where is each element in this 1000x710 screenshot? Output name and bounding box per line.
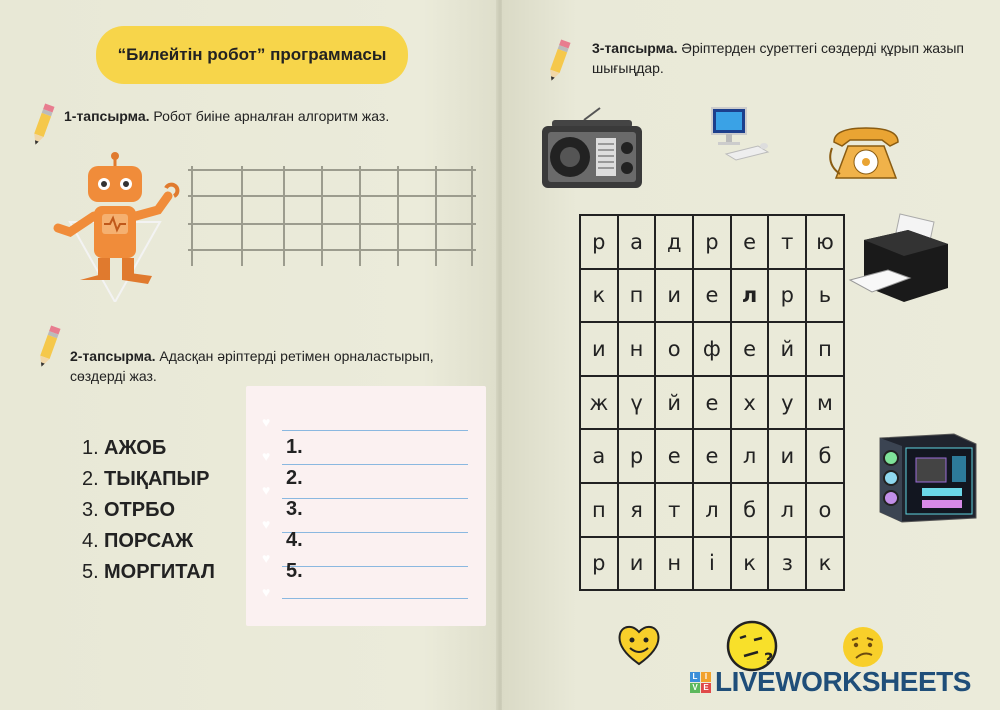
word-search-cell[interactable]: п [618, 269, 656, 323]
answer-line[interactable] [282, 532, 468, 533]
list-item: 3. ОТРБО [82, 499, 176, 521]
word-search-row [580, 269, 844, 323]
word-search-cell[interactable]: п [806, 322, 844, 376]
page-title: “Билейтін робот” программасы [96, 26, 408, 84]
task-3-text: Әріптерден суреттегі сөздерді құрып жазып шығыңдар. [592, 40, 964, 76]
pencil-icon [30, 100, 56, 148]
word-search-cell[interactable]: ү [618, 376, 656, 430]
word-search-cell[interactable]: и [580, 322, 618, 376]
word-search-cell[interactable]: т [768, 215, 806, 269]
answer-line [282, 430, 468, 431]
word-search-cell[interactable]: н [655, 537, 693, 591]
word-search-row [580, 322, 844, 376]
computer-icon [706, 106, 772, 166]
word-search-cell[interactable]: м [806, 376, 844, 430]
pencil-icon [36, 322, 62, 370]
word-search-cell[interactable]: е [693, 429, 731, 483]
word-search-row [580, 537, 844, 591]
pencil-icon [546, 36, 572, 84]
task-1-label: 1-тапсырма. [64, 108, 150, 124]
word-search-cell[interactable]: й [655, 376, 693, 430]
answer-number: 3. [286, 498, 303, 520]
task-2-text: Адасқан әріптерді ретімен орналастырып, сөздерді жаз. [70, 348, 434, 384]
heart-icon: ♥ [262, 482, 271, 498]
word-search-cell[interactable]: и [618, 537, 656, 591]
word-search-cell[interactable]: о [655, 322, 693, 376]
liveworksheets-logo[interactable] [690, 666, 971, 698]
word-search-cell[interactable]: ф [693, 322, 731, 376]
word-search-cell[interactable]: е [731, 322, 769, 376]
word-search-cell[interactable]: р [768, 269, 806, 323]
task-1-text: Робот биіне арналған алгоритм жаз. [149, 108, 390, 124]
word-search-cell[interactable]: і [693, 537, 731, 591]
word-search-cell[interactable]: а [580, 429, 618, 483]
robot-icon [50, 152, 180, 302]
word-search-cell[interactable]: б [731, 483, 769, 537]
heart-icon: ♥ [262, 414, 271, 430]
answer-number: 2. [286, 467, 303, 489]
answer-line[interactable] [282, 566, 468, 567]
list-item: 1. АЖОБ [82, 437, 167, 459]
word-search-cell[interactable]: з [768, 537, 806, 591]
logo-text: LIVEWORKSHEETS [715, 666, 971, 697]
heart-icon: ♥ [262, 584, 271, 600]
word-search-cell[interactable]: а [618, 215, 656, 269]
task-3-label: 3-тапсырма. [592, 40, 678, 56]
word-search-cell[interactable]: и [768, 429, 806, 483]
word-search-cell[interactable]: и [655, 269, 693, 323]
word-search-cell[interactable]: р [618, 429, 656, 483]
word-search-cell[interactable]: х [731, 376, 769, 430]
word-search-cell[interactable]: е [731, 215, 769, 269]
heart-icon: ♥ [262, 516, 271, 532]
task-2 [70, 346, 490, 386]
svg-text:?: ? [764, 649, 774, 668]
list-item: 4. ПОРСАЖ [82, 530, 194, 552]
confused-smiley-icon [840, 624, 886, 670]
word-search-cell[interactable]: к [806, 537, 844, 591]
word-search-row [580, 215, 844, 269]
heart-icon: ♥ [262, 550, 271, 566]
answer-number: 4. [286, 529, 303, 551]
task-2-label: 2-тапсырма. [70, 348, 156, 364]
answer-note-paper [246, 386, 486, 626]
word-search-cell[interactable]: л [693, 483, 731, 537]
list-item: 2. ТЫҚАПЫР [82, 468, 210, 490]
word-search-cell[interactable]: л [731, 269, 769, 323]
list-item: 5. МОРГИТАЛ [82, 561, 215, 583]
word-search-cell[interactable]: е [693, 269, 731, 323]
answer-number: 1. [286, 436, 303, 458]
answer-line[interactable] [282, 498, 468, 499]
word-search-cell[interactable]: т [655, 483, 693, 537]
word-search-cell[interactable]: к [580, 269, 618, 323]
task-1 [64, 106, 484, 126]
word-search-cell[interactable]: е [693, 376, 731, 430]
word-search-cell[interactable]: л [768, 483, 806, 537]
word-search-cell[interactable]: ж [580, 376, 618, 430]
word-search-grid [579, 214, 845, 591]
answer-number: 5. [286, 560, 303, 582]
answer-line[interactable] [282, 598, 468, 599]
word-search-cell[interactable]: к [731, 537, 769, 591]
word-search-cell[interactable]: б [806, 429, 844, 483]
telephone-icon [826, 124, 918, 184]
word-search-cell[interactable]: н [618, 322, 656, 376]
word-search-cell[interactable]: ю [806, 215, 844, 269]
word-search-cell[interactable]: д [655, 215, 693, 269]
answer-line[interactable] [282, 464, 468, 465]
heart-icon: ♥ [262, 448, 271, 464]
word-search-row [580, 483, 844, 537]
scrambled-words-list [82, 433, 215, 588]
pc-case-icon [876, 432, 980, 524]
task-3 [592, 38, 982, 78]
word-search-cell[interactable]: е [655, 429, 693, 483]
word-search-cell[interactable]: й [768, 322, 806, 376]
word-search-cell[interactable]: о [806, 483, 844, 537]
word-search-cell[interactable]: л [731, 429, 769, 483]
word-search-cell[interactable]: я [618, 483, 656, 537]
word-search-cell[interactable]: р [580, 537, 618, 591]
heart-smiley-icon [616, 622, 662, 668]
word-search-cell[interactable]: р [580, 215, 618, 269]
word-search-row [580, 429, 844, 483]
algorithm-grid [188, 166, 478, 270]
word-search-cell[interactable]: у [768, 376, 806, 430]
thinking-smiley-icon [726, 620, 782, 672]
word-search-row [580, 376, 844, 430]
radio-icon [540, 106, 644, 190]
printer-icon [848, 210, 952, 306]
word-search-cell[interactable]: ь [806, 269, 844, 323]
word-search-cell[interactable]: р [693, 215, 731, 269]
logo-blocks: L I V E [690, 672, 711, 693]
word-search-cell[interactable]: п [580, 483, 618, 537]
